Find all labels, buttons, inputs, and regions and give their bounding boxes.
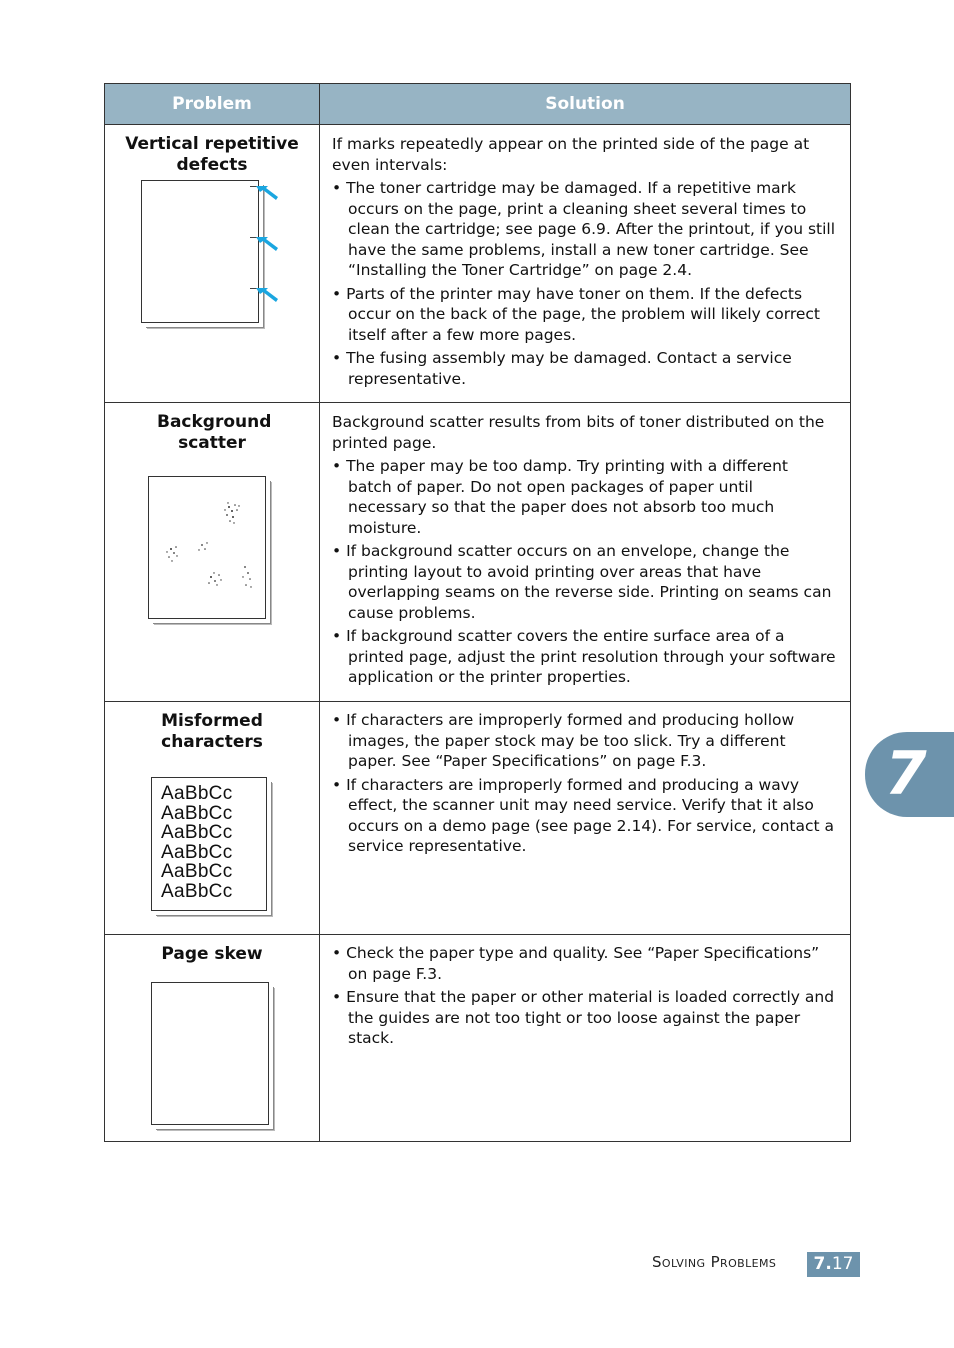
solution-cell (320, 702, 851, 935)
footer-section-title (652, 1253, 776, 1271)
footer-section-label: Solving Problems (652, 1253, 777, 1271)
solution-list (332, 178, 836, 389)
chapter-tab (865, 732, 954, 817)
solution-cell (320, 125, 851, 403)
sample-text-line: AaBbCc (161, 861, 233, 882)
header-solution: Solution (320, 84, 851, 125)
list-item: • Parts of the printer may have toner on them. If the defects occur on the back of the page, the problem will likely correct itself after a few more pages. (332, 284, 836, 346)
sample-text-line: AaBbCc (161, 783, 233, 804)
background-scatter-illustration (148, 476, 266, 619)
solution-cell (320, 935, 851, 1142)
list-item: • If background scatter covers the entire surface area of a printed page, adjust the print resolution through your software application or the printer properties. (332, 626, 836, 688)
list-item: • The paper may be too damp. Try printing with a different batch of paper. Do not open packages of paper until necessary so that the paper does not absorb too much moisture. (332, 456, 836, 538)
table-row (105, 935, 851, 1142)
header-problem: Problem (105, 84, 320, 125)
table-row (105, 403, 851, 702)
sample-text-line: AaBbCc (161, 822, 233, 843)
arrow-icon (254, 286, 280, 304)
sample-text-line: AaBbCc (161, 880, 233, 902)
table-row (105, 702, 851, 935)
list-item: • Check the paper type and quality. See “Paper Specifications” on page F.3. (332, 943, 836, 984)
problem-title: Page skew (161, 944, 263, 964)
solution-intro: Background scatter results from bits of toner distributed on the printed page. (332, 413, 825, 452)
solution-list (332, 943, 836, 1049)
problem-cell (105, 125, 320, 403)
vertical-defects-illustration (141, 180, 259, 323)
problem-cell (105, 403, 320, 702)
list-item: • If background scatter occurs on an envelope, change the printing layout to avoid printing over areas that have overlapping seams on the reverse side. Printing on seams can cause problems. (332, 541, 836, 623)
page-skew-illustration (151, 982, 269, 1125)
list-item: • If characters are improperly formed and producing a wavy effect, the scanner unit may need service. Verify that it also occurs on a demo page (see page 2.14). For service, contact a service representative. (332, 775, 836, 857)
problem-cell (105, 702, 320, 935)
arrow-icon (254, 184, 280, 202)
problem-cell (105, 935, 320, 1142)
solution-cell (320, 403, 851, 702)
sample-text-line: AaBbCc (161, 802, 233, 824)
page-chapter: 7. (813, 1254, 832, 1274)
solution-list (332, 456, 836, 688)
problem-title: Misformed characters (161, 711, 263, 752)
sample-text-line: AaBbCc (161, 841, 233, 863)
solution-intro: If marks repeatedly appear on the printed side of the page at even intervals: (332, 135, 810, 174)
page-number-badge (807, 1252, 860, 1277)
troubleshooting-table (104, 83, 851, 1142)
misformed-characters-illustration (151, 777, 267, 911)
list-item: • The toner cartridge may be damaged. If a repetitive mark occurs on the page, print a cleaning sheet several times to clean the cartridge; see page 6.9. After the printout, if you still have the same problems, install a new toner cartridge. See “Installing the Toner Cartridge” on page 2.4. (332, 178, 836, 281)
arrow-icon (254, 235, 280, 253)
page-number: 17 (831, 1254, 854, 1274)
chapter-number: 7 (885, 739, 927, 809)
problem-title: Background scatter (157, 412, 272, 453)
problem-title: Vertical repetitive defects (125, 134, 299, 175)
table-header-row (105, 84, 851, 125)
solution-list (332, 710, 836, 857)
scatter-dots (149, 477, 265, 618)
list-item: • Ensure that the paper or other material is loaded correctly and the guides are not too tight or too loose against the paper stack. (332, 987, 836, 1049)
list-item: • The fusing assembly may be damaged. Contact a service representative. (332, 348, 836, 389)
table-row (105, 125, 851, 403)
list-item: • If characters are improperly formed and producing hollow images, the paper stock may be too slick. Try a different paper. See “Paper Specifications” on page F.3. (332, 710, 836, 772)
